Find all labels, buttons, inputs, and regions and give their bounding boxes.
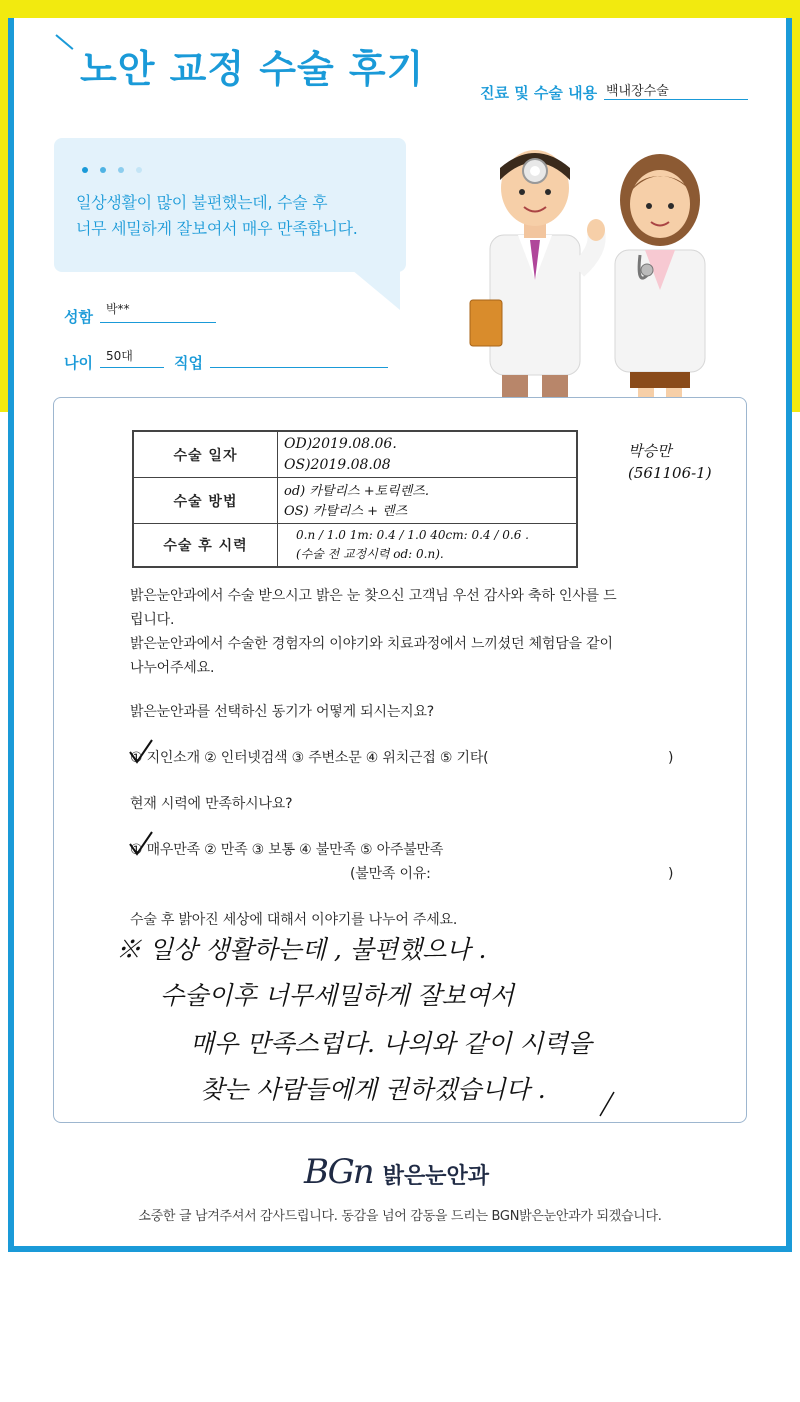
treatment-label: 진료 및 수술 내용 <box>480 84 598 102</box>
bubble-dots <box>82 167 142 173</box>
answer-line: ※ 일상 생활하는데 , 불편했으나 . <box>116 935 487 964</box>
question-2-close: ) <box>668 866 674 882</box>
doctors-illustration <box>460 140 720 412</box>
surgery-info-table <box>132 430 578 568</box>
treatment-value: 백내장수술 <box>606 84 669 99</box>
dissatisfaction-reason: (불만족 이유: <box>350 866 431 882</box>
question-1-options: ① 지인소개 ② 인터넷검색 ③ 주변소문 ④ 위치근접 ⑤ 기타( <box>130 750 489 766</box>
footer-message: 소중한 글 남겨주셔서 감사드립니다. 동감을 넘어 감동을 드리는 BGN밝은눈안과가 되겠습니다. <box>138 1209 662 1224</box>
value-line: od) 카탈리스 +토릭렌즈. <box>284 484 429 499</box>
check-mark-icon <box>126 830 156 858</box>
intro-text <box>130 584 616 680</box>
dot <box>136 167 142 173</box>
age-value: 50대 <box>106 349 133 363</box>
answer-line: 매우 만족스럽다. 나의와 같이 시력을 <box>190 1029 592 1058</box>
male-doctor <box>470 150 605 412</box>
question-1: 밝은눈안과를 선택하신 동기가 어떻게 되시는지요? <box>130 704 435 720</box>
value-line: 0.n / 1.0 1m: 0.4 / 1.0 40cm: 0.4 / 0.6 . <box>296 528 529 542</box>
note-line: (561106-1) <box>628 464 712 482</box>
row-label: 수술 후 시력 <box>134 524 278 566</box>
intro-line: 밝은눈안과에서 수술한 경험자의 이야기와 치료과정에서 느끼셨던 체험담을 같이 <box>130 636 613 652</box>
dot <box>100 167 106 173</box>
bgn-logo <box>304 1152 489 1192</box>
female-doctor <box>615 154 705 412</box>
dot <box>118 167 124 173</box>
answer-line: 수술이후 너무세밀하게 잘보여서 <box>160 981 514 1010</box>
row-label: 수술 일자 <box>134 432 278 477</box>
age-underline <box>100 367 164 368</box>
row-value <box>284 434 397 476</box>
value-line: OD)2019.08.06. <box>284 436 397 452</box>
question-2: 현재 시력에 만족하시나요? <box>130 796 293 812</box>
name-value: 박** <box>106 302 130 316</box>
question-1-close: ) <box>668 750 674 766</box>
logo-name: 밝은눈안과 <box>382 1164 489 1189</box>
handwritten-side-note <box>628 440 712 484</box>
bubble-line: 일상생활이 많이 불편했는데, 수술 후 <box>76 193 328 212</box>
value-line: OS)2019.08.08 <box>284 457 391 473</box>
bubble-line: 너무 세밀하게 잘보여서 매우 만족합니다. <box>76 219 358 238</box>
treatment-underline <box>604 99 748 100</box>
value-line: OS) 카탈리스 + 렌즈 <box>284 504 408 519</box>
speech-bubble-tail <box>340 260 400 310</box>
bubble-quote <box>76 190 358 242</box>
table-row <box>134 478 576 524</box>
name-underline <box>100 322 216 323</box>
row-value <box>284 482 429 522</box>
job-label: 직업 <box>174 354 203 372</box>
job-underline <box>210 367 388 368</box>
question-2-options: ① 매우만족 ② 만족 ③ 보통 ④ 불만족 ⑤ 아주불만족 <box>130 842 444 858</box>
value-line: (수술 전 교정시력 od: 0.n). <box>296 547 444 561</box>
note-line: 박승만 <box>628 442 672 460</box>
answer-line: 찾는 사람들에게 권하겠습니다 . <box>200 1075 546 1104</box>
row-value <box>296 526 529 564</box>
page-title: 노안 교정 수술 후기 <box>80 47 425 91</box>
question-3: 수술 후 밝아진 세상에 대해서 이야기를 나누어 주세요. <box>130 912 458 928</box>
row-label: 수술 방법 <box>134 478 278 523</box>
check-mark-icon <box>126 738 156 766</box>
age-label: 나이 <box>64 354 93 372</box>
pen-stroke <box>598 1090 618 1118</box>
dot <box>82 167 88 173</box>
logo-mark: BGn <box>304 1152 373 1192</box>
name-label: 성함 <box>64 308 93 326</box>
table-row <box>134 432 576 478</box>
intro-line: 나누어주세요. <box>130 660 215 676</box>
table-row <box>134 524 576 566</box>
intro-line: 립니다. <box>130 612 175 628</box>
intro-line: 밝은눈안과에서 수술 받으시고 밝은 눈 찾으신 고객님 우선 감사와 축하 인사를 드 <box>130 588 617 604</box>
